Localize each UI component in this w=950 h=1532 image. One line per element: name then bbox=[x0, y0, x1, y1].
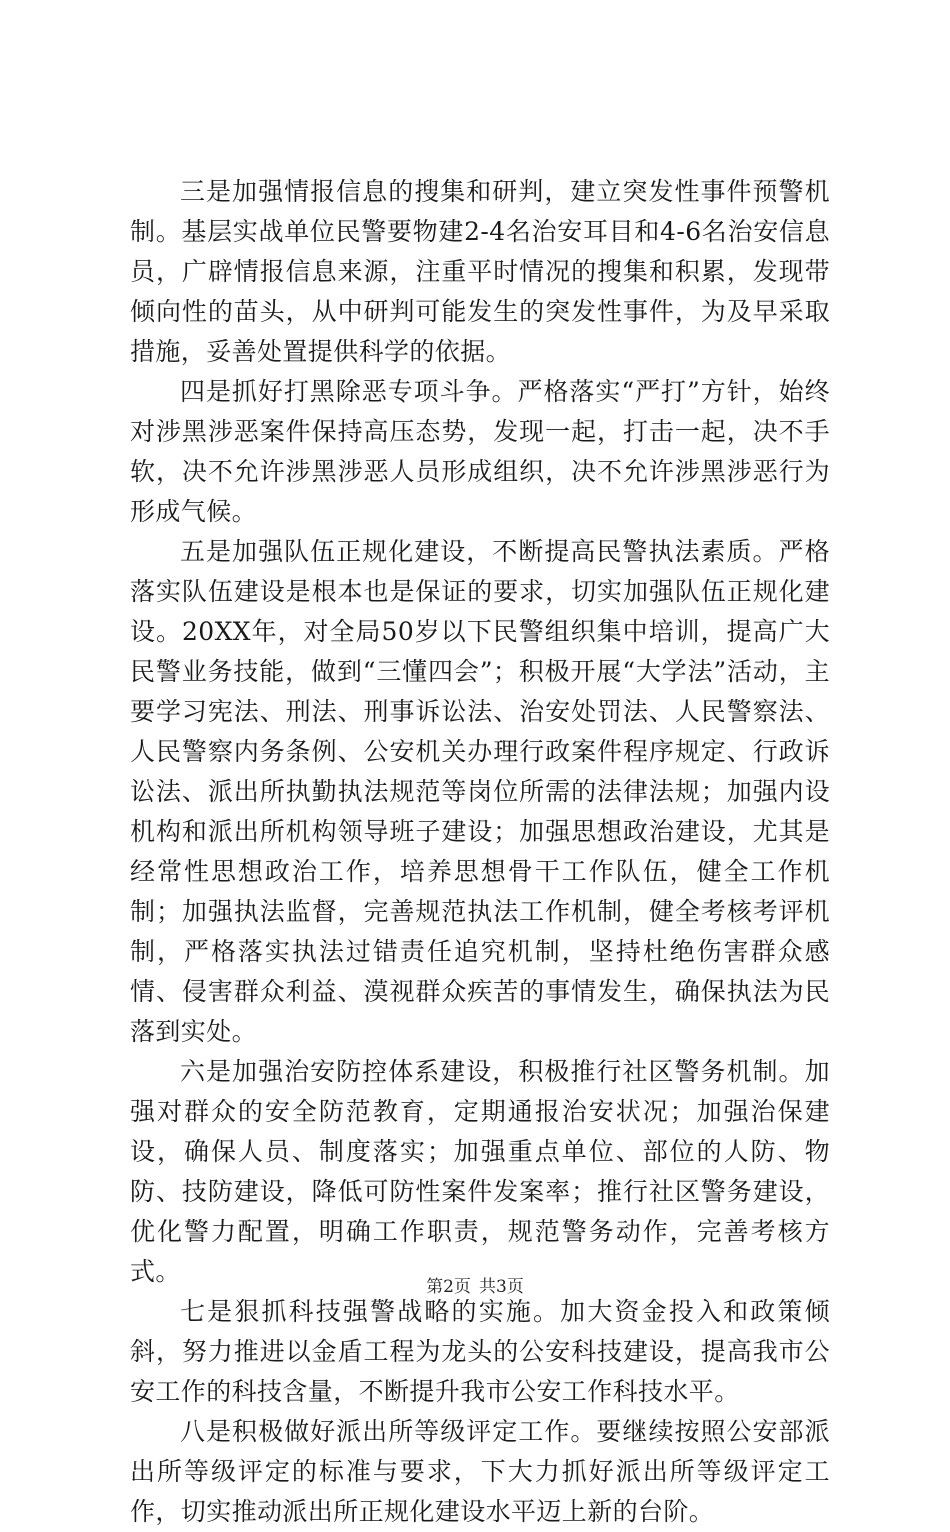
page-footer bbox=[0, 1272, 950, 1297]
page-number: 第2页 bbox=[426, 1277, 471, 1297]
page-total: 共3页 bbox=[479, 1277, 524, 1297]
paragraph-8-station-rating: 八是积极做好派出所等级评定工作。要继续按照公安部派出所等级评定的标准与要求，下大力抓好派出所等级评定工作，切实推动派出所正规化建设水平迈上新的台阶。 bbox=[130, 1417, 830, 1526]
paragraph-6-public-security: 六是加强治安防控体系建设，积极推行社区警务机制。加强对群众的安全防范教育，定期通报治安状况；加强治保建设，确保人员、制度落实；加强重点单位、部位的人防、物防、技防建设，降低可防性案件发案率；推行社区警务建设，优化警力配置，明确工作职责，规范警务动作，完善考核方式。 bbox=[130, 1057, 830, 1286]
paragraph-3-intelligence: 三是加强情报信息的搜集和研判，建立突发性事件预警机制。基层实战单位民警要物建2-4名治安耳目和4-6名治安信息员，广辟情报信息来源，注重平时情况的搜集和积累，发现带倾向性的苗头，从中研判可能发生的突发性事件，为及早采取措施，妥善处置提供科学的依据。 bbox=[130, 177, 830, 366]
paragraph-4-anti-crime: 四是抓好打黑除恶专项斗争。严格落实“严打”方针，始终对涉黑涉恶案件保持高压态势，发现一起，打击一起，决不手软，决不允许涉黑涉恶人员形成组织，决不允许涉黑涉恶行为形成气候。 bbox=[130, 377, 830, 526]
document-body bbox=[130, 172, 830, 1532]
paragraph-7-technology: 七是狠抓科技强警战略的实施。加大资金投入和政策倾斜，努力推进以金盾工程为龙头的公安科技建设，提高我市公安工作的科技含量，不断提升我市公安工作科技水平。 bbox=[130, 1297, 830, 1406]
paragraph-5-team-building: 五是加强队伍正规化建设，不断提高民警执法素质。严格落实队伍建设是根本也是保证的要求，切实加强队伍正规化建设。20XX年，对全局50岁以下民警组织集中培训，提高广大民警业务技能，做到“三懂四会”；积极开展“大学法”活动，主要学习宪法、刑法、刑事诉讼法、治安处罚法、人民警察法、人民警察内务条例、公安机关办理行政案件程序规定、行政诉讼法、派出所执勤执法规范等岗位所需的法律法规；加强内设机构和派出所机构领导班子建设；加强思想政治建设，尤其是经常性思想政治工作，培养思想骨干工作队伍，健全工作机制；加强执法监督，完善规范执法工作机制，健全考核考评机制，严格落实执法过错责任追究机制，坚持杜绝伤害群众感情、侵害群众利益、漠视群众疾苦的事情发生，确保执法为民落到实处。 bbox=[130, 537, 830, 1046]
